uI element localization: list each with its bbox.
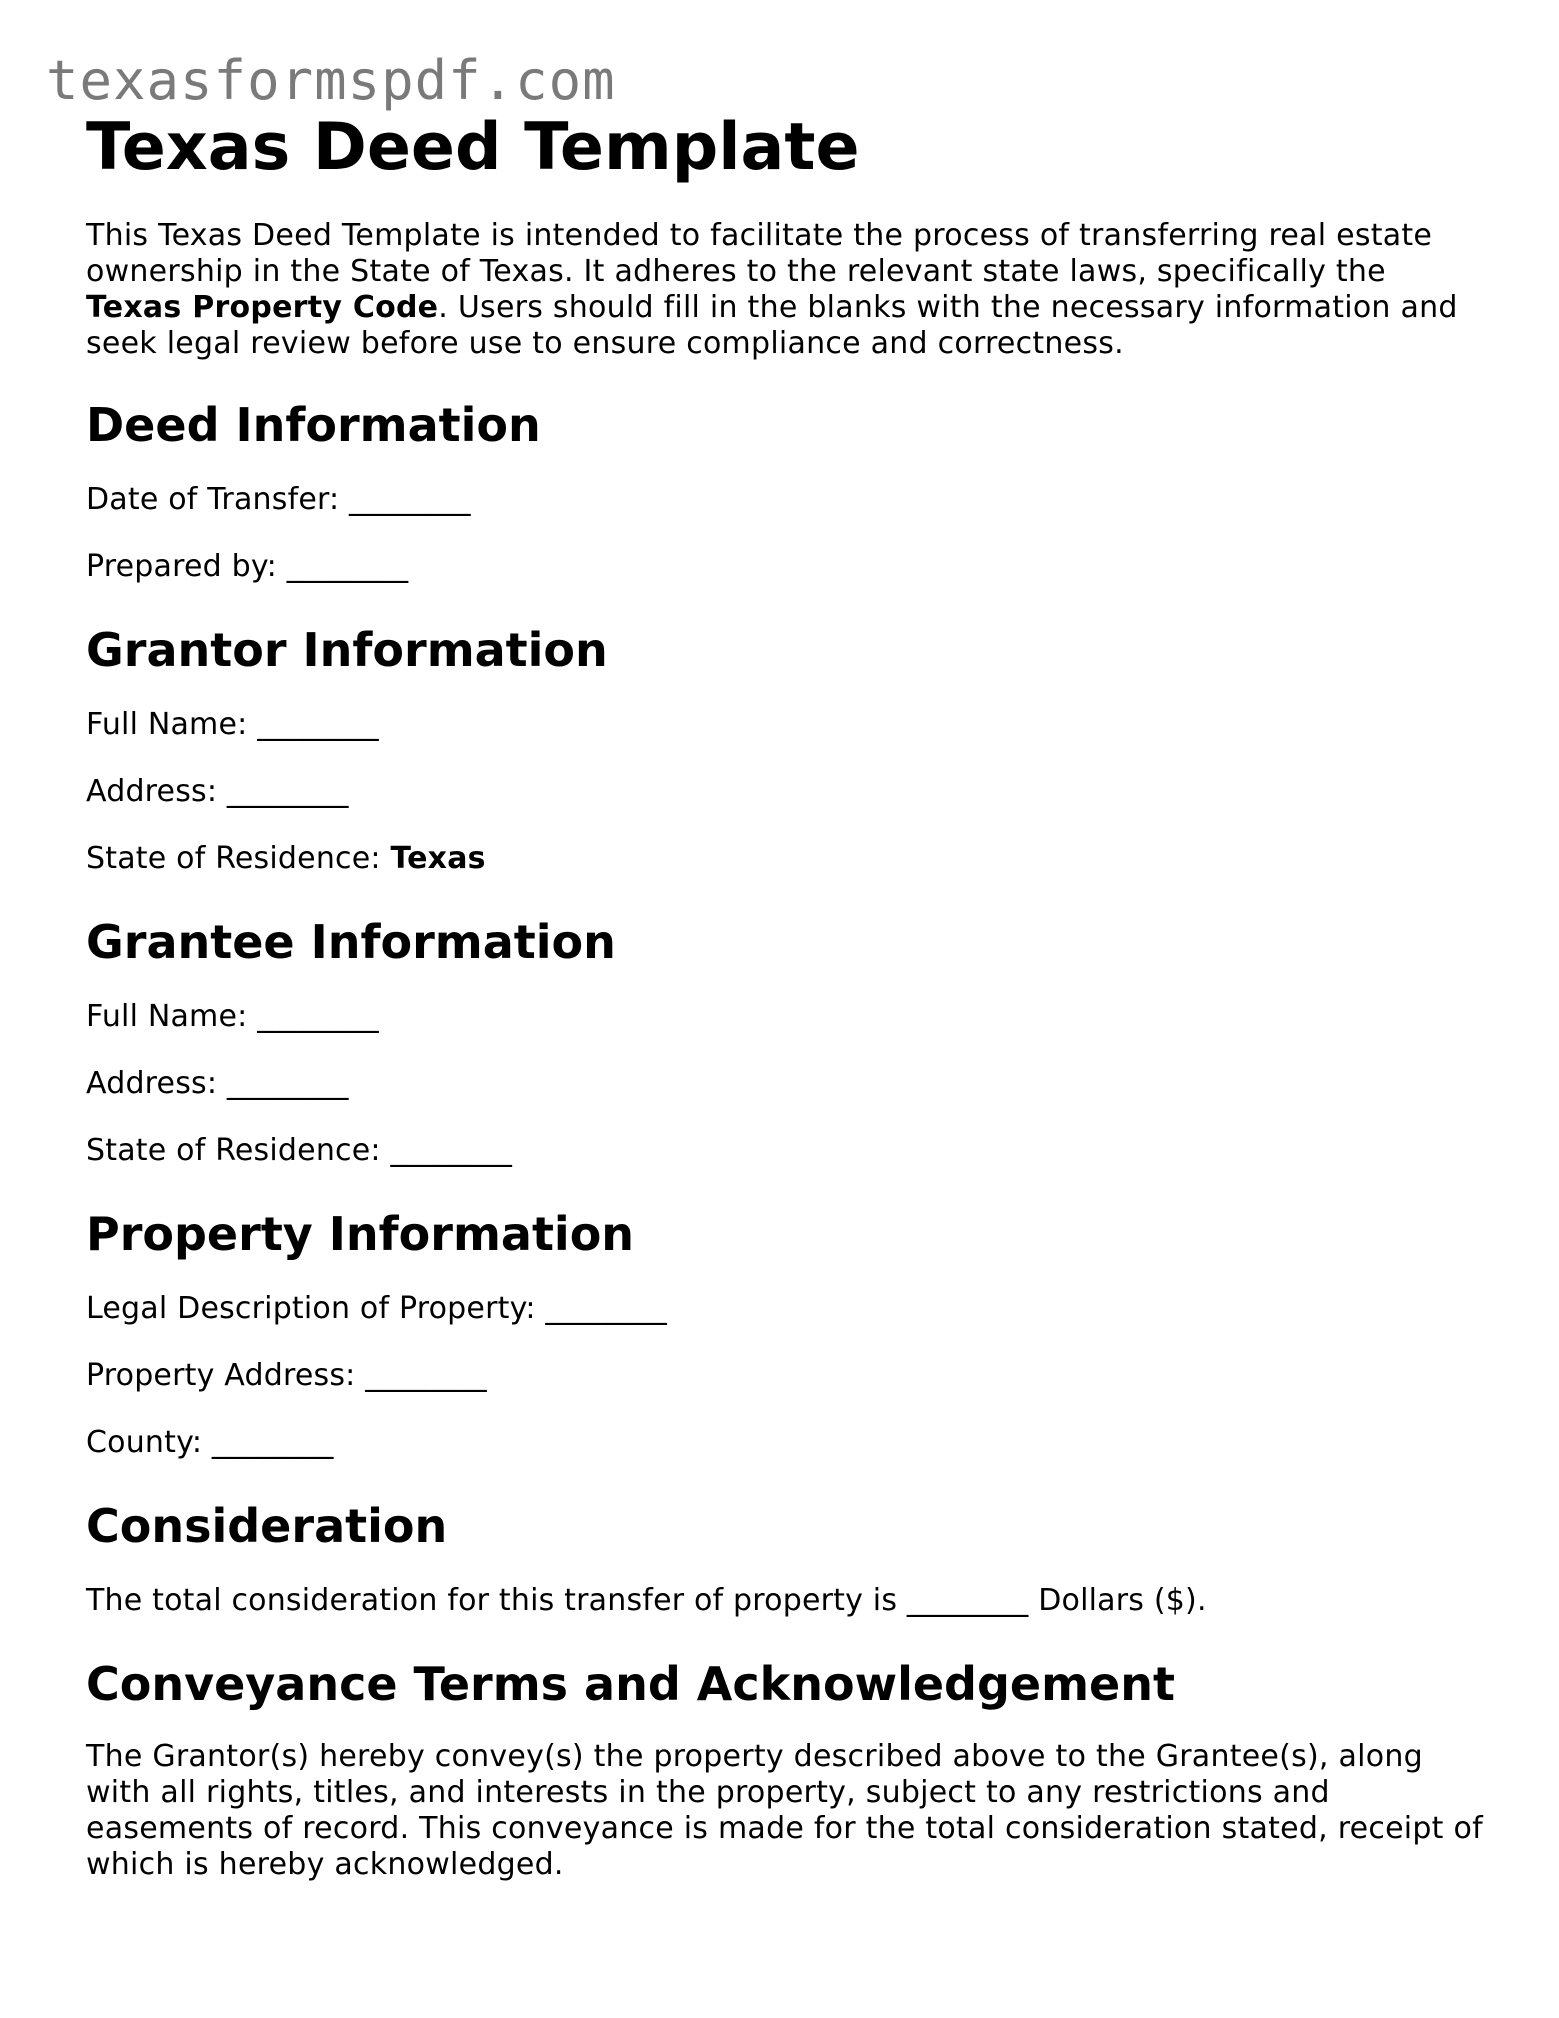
- intro-paragraph: [86, 218, 1486, 362]
- prepared-by-blank[interactable]: ________: [286, 549, 409, 584]
- consideration-heading: Consideration: [86, 1499, 448, 1553]
- legal-description-field: [86, 1289, 1486, 1329]
- grantor-name-blank[interactable]: ________: [257, 707, 379, 742]
- consideration-text-start: The total consideration for this transfer of property is: [86, 1583, 907, 1618]
- property-address-field: [86, 1356, 1486, 1396]
- legal-description-label: Legal Description of Property:: [86, 1291, 546, 1326]
- date-of-transfer-field: [86, 480, 1486, 520]
- grantee-address-blank[interactable]: ________: [226, 1066, 349, 1101]
- county-label: County:: [86, 1425, 212, 1460]
- date-of-transfer-label: Date of Transfer:: [86, 482, 350, 517]
- property-address-blank[interactable]: ________: [365, 1358, 487, 1393]
- grantor-state-value: Texas: [390, 841, 486, 876]
- grantee-state-label: State of Residence:: [86, 1133, 391, 1168]
- intro-text-start: This Texas Deed Template is intended to facilitate the process of transferring real estate ownership in the State of Texas. It adheres to the relevant state laws, specifically the: [86, 218, 1433, 289]
- consideration-statement: [86, 1581, 1486, 1621]
- page-title: Texas Deed Template: [86, 110, 860, 185]
- document-body: [86, 108, 1486, 1883]
- grantor-name-field: [86, 705, 1486, 745]
- grantee-name-label: Full Name:: [86, 999, 258, 1034]
- grantee-address-field: [86, 1064, 1486, 1104]
- prepared-by-field: [86, 547, 1486, 587]
- grantor-address-blank[interactable]: ________: [226, 774, 349, 809]
- property-address-label: Property Address:: [86, 1358, 366, 1393]
- legal-description-blank[interactable]: ________: [545, 1291, 668, 1326]
- prepared-by-label: Prepared by:: [86, 549, 287, 584]
- deed-info-heading: Deed Information: [86, 398, 541, 452]
- grantee-address-label: Address:: [86, 1066, 227, 1101]
- grantee-name-field: [86, 997, 1486, 1037]
- consideration-amount-blank[interactable]: ________: [906, 1583, 1029, 1618]
- county-field: [86, 1423, 1486, 1463]
- grantor-address-label: Address:: [86, 774, 227, 809]
- consideration-text-end: Dollars ($).: [1028, 1583, 1207, 1618]
- grantor-info-heading: Grantor Information: [86, 623, 608, 677]
- county-blank[interactable]: ________: [211, 1425, 334, 1460]
- grantor-state-label: State of Residence:: [86, 841, 391, 876]
- date-of-transfer-blank[interactable]: ________: [349, 482, 471, 517]
- grantor-address-field: [86, 772, 1486, 812]
- grantor-name-label: Full Name:: [86, 707, 258, 742]
- intro-text-end: . Users should fill in the blanks with the necessary information and seek legal review before use to ensure compliance and correctness.: [86, 290, 1458, 361]
- grantee-state-field: [86, 1131, 1486, 1171]
- conveyance-paragraph: The Grantor(s) hereby convey(s) the property described above to the Grantee(s), along with all rights, titles, and interests in the property, subject to any restrictions and easements of record. This conveyance is made for the total consideration stated, receipt of which is hereby acknowledged.: [86, 1739, 1483, 1882]
- grantee-state-blank[interactable]: ________: [390, 1133, 513, 1168]
- grantor-state-field: [86, 839, 1486, 879]
- property-info-heading: Property Information: [86, 1207, 635, 1261]
- conveyance-heading: Conveyance Terms and Acknowledgement: [86, 1657, 1175, 1711]
- grantee-info-heading: Grantee Information: [86, 915, 616, 969]
- intro-bold-code: Texas Property Code: [86, 290, 439, 325]
- grantee-name-blank[interactable]: ________: [257, 999, 379, 1034]
- watermark: texasformspdf.com: [46, 49, 616, 112]
